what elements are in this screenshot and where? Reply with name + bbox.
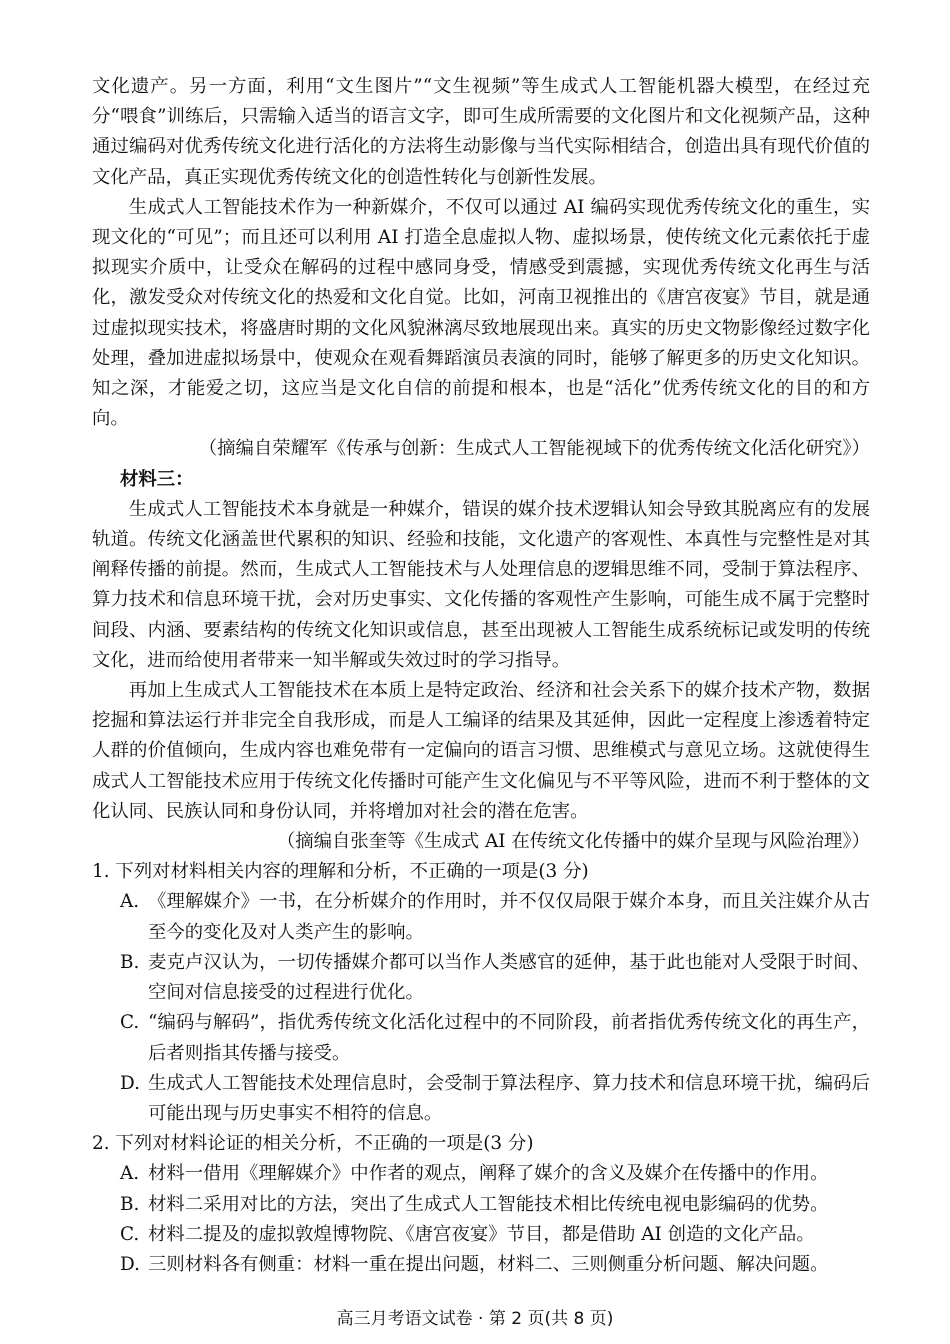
question-1-option-a: [92, 887, 870, 947]
question-1-stem: 1. 下列对材料相关内容的理解和分析，不正确的一项是(3 分): [92, 861, 589, 883]
option-text: “编码与解码”，指优秀传统文化活化过程中的不同阶段，前者指优秀传统文化的再生产，后者则指其传播与接受。: [148, 1012, 870, 1064]
question-2-option-c: [92, 1220, 870, 1250]
question-2-stem: 2. 下列对材料论证的相关分析，不正确的一项是(3 分): [92, 1133, 534, 1155]
option-text: 《理解媒介》一书，在分析媒介的作用时，并不仅仅局限于媒介本身，而且关注媒介从古至今的变化及对人类产生的影响。: [148, 891, 870, 943]
option-letter: C.: [120, 1223, 140, 1245]
option-text: 材料二采用对比的方法，突出了生成式人工智能技术相比传统电视电影编码的优势。: [148, 1193, 829, 1215]
option-letter: B.: [120, 951, 140, 973]
option-letter: A.: [120, 891, 140, 913]
option-text: 材料一借用《理解媒介》中作者的观点，阐释了媒介的含义及媒介在传播中的作用。: [148, 1163, 829, 1185]
question-1-option-b: [92, 948, 870, 1008]
material2-source: （摘编自荣耀军《传承与创新：生成式人工智能视域下的优秀传统文化活化研究》）: [198, 438, 870, 460]
option-letter: D.: [120, 1253, 140, 1275]
exam-page-content: [92, 72, 870, 1280]
material3-paragraph-1: 生成式人工智能技术本身就是一种媒介，错误的媒介技术逻辑认知会导致其脱离应有的发展轨道。传统文化涵盖世代累积的知识、经验和技能，文化遗产的客观性、本真性与完整性是对其阐释传播的前提。然而，生成式人工智能技术与人处理信息的逻辑思维不同，受制于算法程序、算力技术和信息环境干扰，会对历史事实、文化传播的客观性产生影响，可能生成不属于完整时间段、内涵、要素结构的传统文化知识或信息，甚至出现被人工智能生成系统标记或发明的传统文化，进而给使用者带来一知半解或失效过时的学习指导。: [92, 498, 870, 671]
material3-paragraph-2: 再加上生成式人工智能技术在本质上是特定政治、经济和社会关系下的媒介技术产物，数据挖掘和算法运行并非完全自我形成，而是人工编译的结果及其延伸，因此一定程度上渗透着特定人群的价值倾向，生成内容也难免带有一定偏向的语言习惯、思维模式与意见立场。这就使得生成式人工智能技术应用于传统文化传播时可能产生文化偏见与不平等风险，进而不利于整体的文化认同、民族认同和身份认同，并将增加对社会的潜在危害。: [92, 680, 870, 822]
material2-paragraph-2: 生成式人工智能技术作为一种新媒介，不仅可以通过 AI 编码实现优秀传统文化的重生，实现文化的“可见”；而且还可以利用 AI 打造全息虚拟人物、虚拟场景，使传统文化元素依托于虚拟现实介质中，让受众在解码的过程中感同身受，情感受到震撼，实现优秀传统文化再生与活化，激发受众对传统文化的热爱和文化自觉。比如，河南卫视推出的《唐宫夜宴》节目，就是通过虚拟现实技术，将盛唐时期的文化风貌淋漓尽致地展现出来。真实的历史文物影像经过数字化处理，叠加进虚拟场景中，使观众在观看舞蹈演员表演的同时，能够了解更多的历史文化知识。知之深，才能爱之切，这应当是文化自信的前提和根本，也是“活化”优秀传统文化的目的和方向。: [92, 196, 870, 430]
option-letter: B.: [120, 1193, 140, 1215]
page-footer: 高三月考语文试卷 · 第 2 页(共 8 页): [336, 1309, 614, 1329]
question-2-option-d: [92, 1250, 870, 1280]
option-letter: D.: [120, 1072, 140, 1094]
option-text: 三则材料各有侧重：材料一重在提出问题，材料二、三则侧重分析问题、解决问题。: [148, 1253, 829, 1275]
question-1-option-d: [92, 1069, 870, 1129]
option-letter: A.: [120, 1163, 140, 1185]
question-1-option-c: [92, 1008, 870, 1068]
option-text: 麦克卢汉认为，一切传播媒介都可以当作人类感官的延伸，基于此也能对人受限于时间、空间对信息接受的过程进行优化。: [148, 951, 870, 1004]
question-2: [92, 1129, 870, 1280]
option-letter: C.: [120, 1012, 140, 1034]
option-text: 生成式人工智能技术处理信息时，会受制于算法程序、算力技术和信息环境干扰，编码后可能出现与历史事实不相符的信息。: [148, 1072, 870, 1124]
question-2-option-a: [92, 1159, 870, 1189]
material2-paragraph-continued: 文化遗产。另一方面，利用“文生图片”“文生视频”等生成式人工智能机器大模型，在经过充分“喂食”训练后，只需输入适当的语言文字，即可生成所需要的文化图片和文化视频产品，这种通过编码对优秀传统文化进行活化的方法将生动影像与当代实际相结合，创造出具有现代价值的文化产品，真正实现优秀传统文化的创造性转化与创新性发展。: [92, 76, 870, 188]
material3-source: （摘编自张奎等《生成式 AI 在传统文化传播中的媒介呈现与风险治理》）: [276, 831, 870, 853]
question-2-option-b: [92, 1190, 870, 1220]
option-text: 材料二提及的虚拟敦煌博物院、《唐宫夜宴》节目，都是借助 AI 创造的文化产品。: [148, 1223, 815, 1245]
material3-heading: 材料三：: [120, 468, 194, 490]
question-1: [92, 857, 870, 1129]
